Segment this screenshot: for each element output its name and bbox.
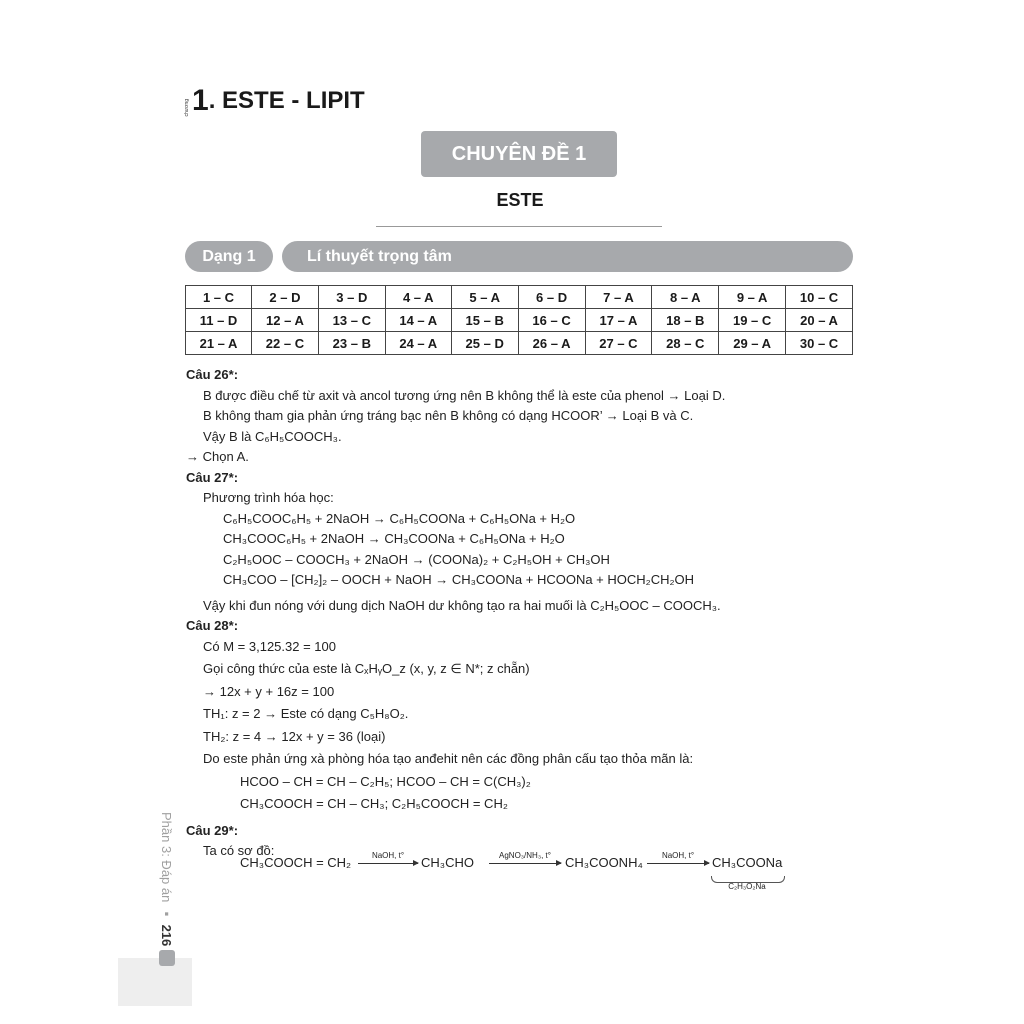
answer-cell: 26 – A — [518, 332, 585, 355]
dang-label: Dạng 1 — [185, 241, 273, 272]
arrow-label: NaOH, t° — [371, 851, 405, 860]
answer-cell: 3 – D — [318, 286, 385, 309]
text-line: Gọi công thức của este là CₓHᵧO_z (x, y, z ∈ N*; z chẵn) — [203, 661, 530, 676]
answer-cell: 13 – C — [318, 309, 385, 332]
equation-line: C₆H₅COOC₆H₅ + 2NaOH → C₆H₅COONa + C₆H₅ONa + H₂O — [223, 510, 576, 526]
equation-line: CH₃COOCH = CH – CH₃; C₂H₅COOCH = CH₂ — [240, 796, 508, 811]
arrow-icon — [489, 851, 561, 864]
answer-cell: 16 – C — [518, 309, 585, 332]
text-line: → Chọn A. — [186, 449, 249, 464]
arrow-label: NaOH, t° — [661, 851, 695, 860]
question-heading: Câu 27*: — [186, 469, 239, 485]
answer-cell: 24 – A — [385, 332, 451, 355]
page-marker-square — [159, 950, 175, 966]
answer-cell: 17 – A — [585, 309, 652, 332]
answer-cell: 22 – C — [252, 332, 319, 355]
text-line: Có M = 3,125.32 = 100 — [203, 638, 336, 654]
answer-cell: 2 – D — [252, 286, 319, 309]
equation-line: C₂H₅OOC – COOCH₃ + 2NaOH → (COONa)₂ + C₂H₅OH + CH₃OH — [223, 551, 610, 567]
arrow-label: AgNO₃/NH₃, t° — [499, 851, 551, 860]
text-line: TH₂: z = 4 → 12x + y = 36 (loại) — [203, 728, 386, 744]
chapter-number: 1 — [192, 84, 209, 117]
table-row — [186, 332, 853, 355]
text-line: Vậy khi đun nóng với dung dịch NaOH dư không tạo ra hai muối là C₂H₅OOC – COOCH₃. — [203, 597, 721, 613]
answer-cell: 18 – B — [652, 309, 719, 332]
table-row — [186, 309, 853, 332]
scheme-step-3: CH₃COONH₄ — [565, 855, 643, 870]
question-heading: Câu 28*: — [186, 618, 239, 633]
answer-cell: 25 – D — [451, 332, 518, 355]
dang-title: Lí thuyết trọng tâm — [282, 241, 853, 272]
arrow-icon — [647, 851, 709, 864]
chapter-tiny-label: chương — [184, 98, 190, 116]
equation-line: CH₃COO – [CH₂]₂ – OOCH + NaOH → CH₃COONa + HCOONa + HOCH₂CH₂OH — [223, 572, 695, 587]
answer-cell: 27 – C — [585, 332, 652, 355]
answer-cell: 4 – A — [385, 286, 451, 309]
scheme-start: CH₃COOCH = CH₂ — [240, 855, 352, 870]
table-row — [186, 286, 853, 309]
section-title: ESTE — [496, 190, 544, 210]
text-line: TH₁: z = 2 → Este có dạng C₅H₈O₂. — [203, 706, 409, 721]
text-line: Phương trình hóa học: — [203, 490, 334, 505]
page-number: 216 — [159, 924, 174, 947]
answer-cell: 1 – C — [186, 286, 252, 309]
answer-cell: 11 – D — [186, 309, 252, 332]
answer-cell: 7 – A — [585, 286, 652, 309]
text-line: → 12x + y + 16z = 100 — [203, 683, 335, 699]
page-corner-tab — [118, 958, 192, 1006]
side-section-label: Phần 3: Đáp án ▪ — [159, 812, 174, 921]
chapter-heading — [184, 86, 365, 116]
answer-cell: 5 – A — [451, 286, 518, 309]
answer-cell: 6 – D — [518, 286, 585, 309]
scheme-end: CH₃COONa — [712, 855, 783, 870]
side-footer — [157, 812, 177, 952]
answer-cell: 9 – A — [719, 286, 786, 309]
text-line: Do este phản ứng xà phòng hóa tạo anđehit nên các đồng phân cấu tạo thỏa mãn là: — [203, 751, 694, 766]
equation-line: CH₃COOC₆H₅ + 2NaOH → CH₃COONa + C₆H₅ONa + H₂O — [223, 531, 565, 546]
answer-cell: 29 – A — [719, 332, 786, 355]
answer-cell: 21 – A — [186, 332, 252, 355]
text-line: Ta có sơ đồ: — [203, 843, 275, 858]
text-line: B không tham gia phản ứng tráng bạc nên B không có dạng HCOOR’ → Loại B và C. — [203, 408, 694, 423]
answer-cell: 23 – B — [318, 332, 385, 355]
chuyen-de-banner: CHUYÊN ĐỀ 1 — [421, 131, 617, 177]
answer-cell: 15 – B — [451, 309, 518, 332]
answer-cell: 30 – C — [786, 332, 853, 355]
question-heading: Câu 29*: — [186, 822, 239, 838]
answer-cell: 19 – C — [719, 309, 786, 332]
answer-table — [185, 285, 853, 355]
text-line: B được điều chế từ axit và ancol tương ứng nên B không thể là este của phenol → Loại D. — [203, 387, 726, 403]
answer-cell: 12 – A — [252, 309, 319, 332]
solutions-content — [186, 365, 846, 862]
equation-line: HCOO – CH = CH – C₂H₅; HCOO – CH = C(CH₃)₂ — [240, 773, 531, 789]
section-divider — [376, 226, 662, 227]
answer-cell: 20 – A — [786, 309, 853, 332]
text-line: Vậy B là C₆H₅COOCH₃. — [203, 428, 342, 444]
answer-cell: 28 – C — [652, 332, 719, 355]
answer-cell: 8 – A — [652, 286, 719, 309]
arrow-icon — [358, 851, 418, 864]
chapter-title: . ESTE - LIPIT — [208, 87, 365, 114]
scheme-step-2: CH₃CHO — [421, 855, 474, 870]
question-heading: Câu 26*: — [186, 367, 239, 382]
underbrace-label: C₂H₃O₂Na — [728, 882, 766, 891]
answer-cell: 10 – C — [786, 286, 853, 309]
answer-cell: 14 – A — [385, 309, 451, 332]
